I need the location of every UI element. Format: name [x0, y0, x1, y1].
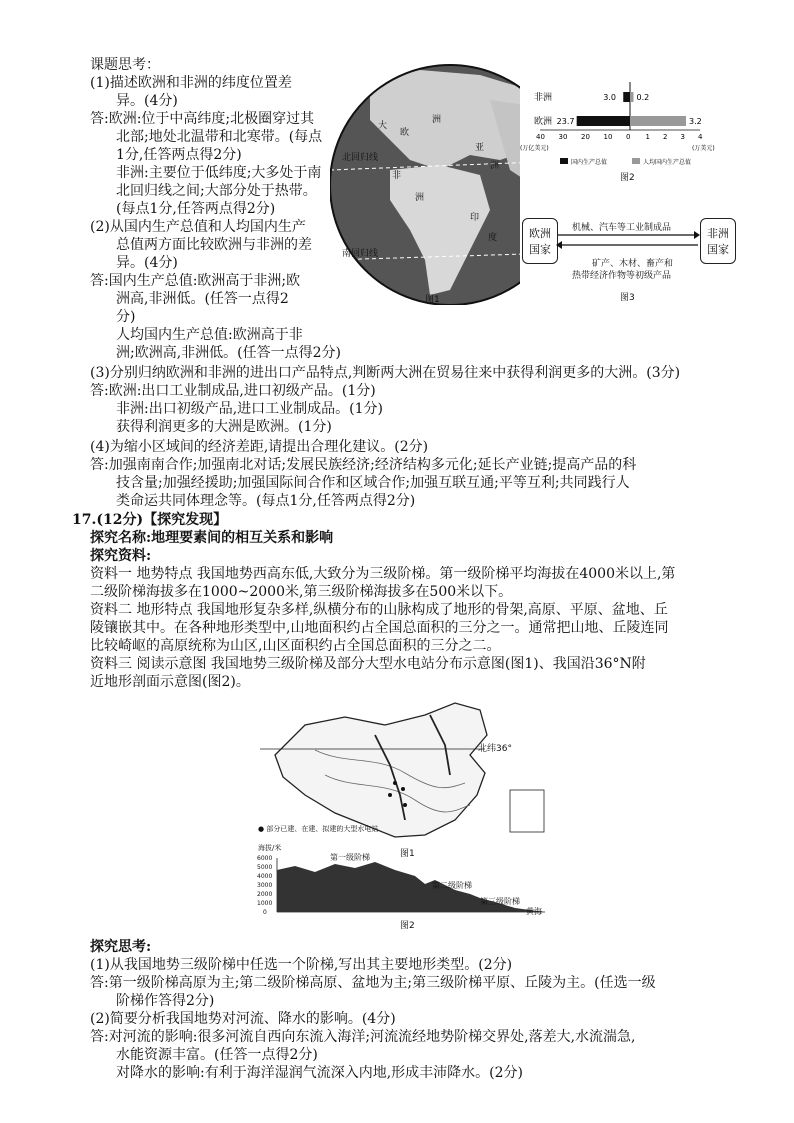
map-latitude-label: 北纬36°: [478, 744, 512, 754]
q16-ans1-line: 北部;地处北温带和北寒带。(每点: [116, 129, 323, 145]
step-label: 第三级阶梯: [480, 897, 520, 906]
map-legend: ● 部分已建、在建、拟建的大型水电站: [258, 825, 379, 833]
chart-tick-label: 40: [536, 133, 545, 141]
q17-ans2-line: 对降水的影响:有利于海洋湿润气流深入内地,形成丰沛降水。(2分): [116, 1065, 523, 1081]
q16-sub1-line: (1)描述欧洲和非洲的纬度位置差: [90, 75, 292, 91]
step-label: 黄海: [526, 907, 542, 916]
q17-title: 17.(12分)【探究发现】: [72, 512, 228, 528]
chart-left-unit: (万亿美元): [520, 145, 549, 152]
globe-label: 印: [470, 213, 480, 223]
q16-sub2-line: 总值两方面比较欧洲与非洲的差: [116, 237, 312, 253]
legend-label: 人均国内生产总值: [643, 159, 692, 166]
q17-r1-line: 资料一 地势特点 我国地势西高东低,大致分为三级阶梯。第一级阶梯平均海拔在4000米以上,第: [90, 566, 676, 582]
bar-percapita: [630, 92, 634, 102]
q17-sub1: (1)从我国地势三级阶梯中任选一个阶梯,写出其主要地形类型。(2分): [90, 957, 513, 973]
q17-ans2-line: 答:对河流的影响:很多河流自西向东流入海洋;河流流经地势阶梯交界处,落差大,水流湍急,: [90, 1029, 636, 1045]
q16-ans1-line: 答:欧洲:位于中高纬度;北极圈穿过其: [90, 111, 315, 127]
q16-sub2-line: (2)从国内生产总值和人均国内生产: [90, 219, 306, 235]
bar-percapita: [630, 116, 686, 126]
export-manufactures-label: 机械、汽车等工业制成品: [572, 223, 672, 233]
profile-tick: 4000: [257, 873, 273, 880]
q17-r1-line: 二级阶梯海拔多在1000~2000米,第三级阶梯海拔多在500米以下。: [90, 584, 513, 600]
bar-gdp: [577, 116, 630, 126]
globe-label: 度: [488, 233, 498, 243]
profile-ylabel: 海拔/米: [258, 844, 282, 852]
q17-r2-line: 资料二 地形特点 我国地形复杂多样,纵横分布的山脉构成了地形的骨架,高原、平原、盆地、丘: [90, 602, 668, 618]
europe-box-label: 欧洲国家: [529, 227, 551, 256]
chart-tick-label: 0: [626, 133, 631, 141]
q16-ans2-line: 洲高,非洲低。(任答一点得2: [116, 291, 289, 307]
chart-right-unit: (万美元): [692, 145, 715, 152]
q16-sub2-line: 异。(4分): [116, 255, 178, 271]
q16-ans4-line: 答:加强南南合作;加强南北对话;发展民族经济;经济结构多元化;延长产业链;提高产品的科: [90, 457, 637, 473]
q17-name: 探究名称:地理要素间的相互关系和影响: [90, 530, 334, 546]
q16-ans1-line: 非洲:主要位于低纬度;大多处于南: [116, 165, 322, 181]
profile-tick: 5000: [257, 864, 273, 871]
q16-sub4: (4)为缩小区域间的经济差距,请提出合理化建议。(2分): [90, 439, 429, 455]
q17-ans1-line: 阶梯作答得2分): [116, 993, 215, 1009]
q16-ans2-line: 洲;欧洲高,非洲低。(任答一点得2分): [116, 345, 341, 361]
globe-label: 洲: [415, 193, 425, 203]
q16-ans1-line: (每点1分,任答两点得2分): [116, 201, 276, 217]
q16-ans3-line: 答:欧洲:出口工业制成品,进口初级产品。(1分): [90, 383, 376, 399]
q16-ans4-line: 类命运共同体理念等。(每点1分,任答两点得2分): [116, 493, 416, 509]
step-label: 第一级阶梯: [330, 853, 370, 862]
profile-tick: 2000: [257, 891, 273, 898]
chart-tick-label: 1: [645, 133, 650, 141]
q16-sub1-line: 异。(4分): [116, 93, 178, 109]
bar-gdp-value: 3.0: [603, 93, 616, 102]
chart-tick-label: 3: [680, 133, 685, 141]
globe-label: 大: [378, 121, 388, 131]
q16-ans3-line: 非洲:出口初级产品,进口工业制成品。(1分): [116, 401, 383, 417]
africa-box-label: 非洲国家: [707, 227, 729, 256]
q16-ans1-line: 1分,任答两点得2分): [116, 147, 242, 163]
q16-ans1-line: 北回归线之间;大部分处于热带。: [116, 183, 317, 199]
globe-label: 北回归线: [342, 153, 379, 163]
q16-heading: 课题思考：: [90, 57, 160, 73]
europe-box: [522, 218, 558, 264]
china-map: [255, 695, 555, 845]
chart-tick-label: 10: [603, 133, 613, 141]
q17-sub2: (2)简要分析我国地势对河流、降水的影响。(4分): [90, 1011, 396, 1027]
profile-tick: 1000: [257, 900, 273, 907]
chart-tick-label: 2: [663, 133, 668, 141]
globe-label: 欧: [400, 128, 410, 138]
q17-r2-line: 陵镶嵌其中。在各种地形类型中,山地面积约占全国总面积的三分之一。通常把山地、丘陵连同: [90, 620, 669, 636]
globe-label: 南回归线: [342, 249, 379, 259]
q17-r3-line: 近地形剖面示意图(图2)。: [90, 674, 250, 690]
fig3-caption: 图3: [620, 293, 635, 303]
chart-tick-label: 4: [698, 133, 703, 141]
profile-caption: 图2: [400, 921, 415, 931]
profile-tick: 3000: [257, 882, 273, 889]
africa-box: [700, 218, 736, 264]
q17-ans1-line: 答:第一级阶梯高原为主;第二级阶梯高原、盆地为主;第三级阶梯平原、丘陵为主。(任选一级: [90, 975, 656, 991]
chart-tick-label: 30: [558, 133, 568, 141]
chart-tick-label: 20: [581, 133, 590, 141]
bar-gdp-value: 23.7: [556, 117, 575, 126]
profile-tick: 6000: [257, 855, 273, 862]
q16-ans4-line: 技含量;加强经援助;加强国际间合作和区域合作;加强互联互通;平等互利;共同践行人: [116, 475, 630, 491]
import-primary-label: 矿产、木材、畜产和: [592, 259, 674, 269]
globe-label: 洲: [432, 115, 442, 125]
globe-label: 洲: [490, 161, 500, 171]
q17-ans2-line: 水能资源丰富。(任答一点得2分): [116, 1047, 318, 1063]
q16-sub3: (3)分别归纳欧洲和非洲的进出口产品特点,判断两大洲在贸易往来中获得利润更多的大洲。(3分): [90, 365, 681, 381]
legend-label: 国内生产总值: [571, 159, 608, 166]
bar-percapita-value: 0.2: [636, 93, 650, 102]
q16-ans2-line: 答:国内生产总值:欧洲高于非洲;欧: [90, 273, 301, 289]
map-caption: 图1: [400, 849, 415, 859]
q17-r2-line: 比较崎岖的高原统称为山区,山区面积约占全国总面积的三分之二。: [90, 638, 501, 654]
q16-ans2-line: 人均国内生产总值:欧洲高于非: [116, 327, 303, 343]
chart-category-label: 欧洲: [534, 117, 553, 127]
globe-label: 非: [392, 171, 402, 181]
globe-figure: [330, 60, 520, 305]
globe-label: 亚: [475, 143, 485, 153]
legend-swatch-percapita: [632, 158, 640, 164]
chart-category-label: 非洲: [534, 93, 553, 103]
q17-think: 探究思考:: [90, 939, 152, 955]
fig1-caption: 图1: [425, 295, 440, 305]
step-label: 第二级阶梯: [432, 881, 472, 890]
q16-ans3-line: 获得利润更多的大洲是欧洲。(1分): [116, 419, 332, 435]
bar-chart: [520, 78, 720, 176]
bar-percapita-value: 3.2: [689, 117, 702, 126]
fig2-caption: 图2: [620, 173, 635, 183]
q17-r3-line: 资料三 阅读示意图 我国地势三级阶梯及部分大型水电站分布示意图(图1)、我国沿36°N附: [90, 656, 646, 672]
legend-swatch-gdp: [560, 158, 568, 164]
bar-gdp: [623, 92, 630, 102]
q16-ans2-line: 分): [116, 309, 136, 325]
profile-tick: 0: [263, 909, 267, 916]
import-primary-label: 热带经济作物等初级产品: [572, 271, 672, 281]
q17-res-head: 探究资料:: [90, 548, 152, 564]
terrain-profile: [255, 850, 555, 920]
